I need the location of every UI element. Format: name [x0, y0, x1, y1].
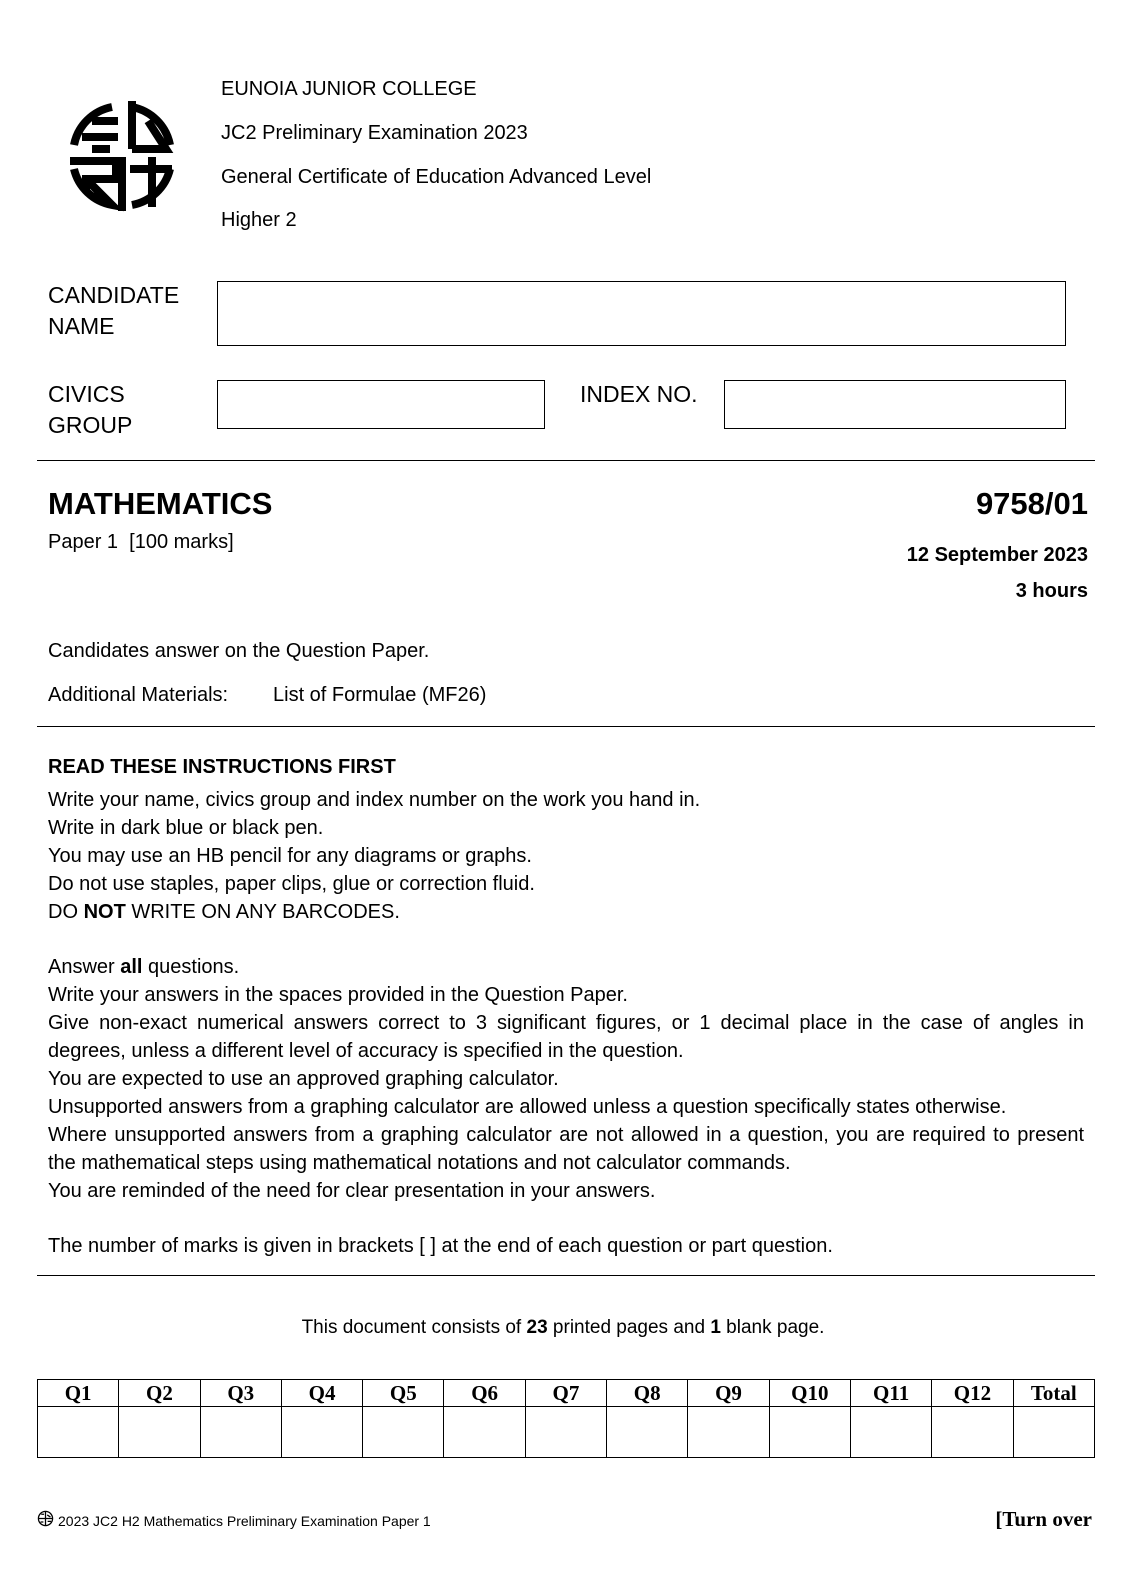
- additional-materials-label: Additional Materials:: [48, 684, 229, 706]
- college-logo: [62, 95, 182, 215]
- instruction-line: The number of marks is given in brackets [ ] at the end of each question or part question.: [48, 1235, 833, 1258]
- marks-cell-q12[interactable]: [932, 1407, 1013, 1458]
- instruction-line: You are reminded of the need for clear presentation in your answers.: [48, 1179, 656, 1202]
- certificate-title: General Certificate of Education Advanced Level: [221, 166, 652, 188]
- instruction-line: Write in dark blue or black pen.: [48, 816, 324, 839]
- marks-cell-q9[interactable]: [688, 1407, 769, 1458]
- marks-header-q7: Q7: [525, 1380, 606, 1407]
- college-name: EUNOIA JUNIOR COLLEGE: [221, 78, 477, 100]
- instruction-line: Where unsupported answers from a graphing calculator are not allowed in a question, you are required to present the mathematical steps using mathematical notations and not calculator commands.: [48, 1123, 1084, 1174]
- divider: [37, 726, 1095, 727]
- marks-header-q3: Q3: [200, 1380, 281, 1407]
- instruction-line: You are expected to use an approved graphing calculator.: [48, 1068, 559, 1091]
- index-no-label: INDEX NO.: [580, 381, 698, 407]
- instructions-title: READ THESE INSTRUCTIONS FIRST: [48, 756, 396, 778]
- instruction-line: Do not use staples, paper clips, glue or correction fluid.: [48, 872, 535, 895]
- instruction-line: DO NOT WRITE ON ANY BARCODES.: [48, 900, 400, 923]
- marks-header-q10: Q10: [769, 1380, 850, 1407]
- level-title: Higher 2: [221, 209, 297, 231]
- footer-text: 2023 JC2 H2 Mathematics Preliminary Examination Paper 1: [58, 1513, 431, 1529]
- subject-title: MATHEMATICS: [48, 486, 273, 521]
- marks-header-q1: Q1: [38, 1380, 119, 1407]
- divider: [37, 460, 1095, 461]
- marks-cell-q10[interactable]: [769, 1407, 850, 1458]
- exam-duration: 3 hours: [1015, 580, 1088, 602]
- civics-group-field[interactable]: [217, 380, 545, 429]
- instruction-line: Answer all questions.: [48, 956, 240, 979]
- marks-header-q6: Q6: [444, 1380, 525, 1407]
- marks-table-entry-row: [38, 1407, 1095, 1458]
- marks-cell-q11[interactable]: [850, 1407, 931, 1458]
- exam-date: 12 September 2023: [906, 544, 1088, 566]
- college-logo-small-icon: [37, 1510, 54, 1527]
- index-no-field[interactable]: [724, 380, 1066, 429]
- marks-cell-q2[interactable]: [119, 1407, 200, 1458]
- instructions-body: [48, 787, 1084, 1261]
- additional-materials-value: List of Formulae (MF26): [273, 684, 487, 706]
- marks-header-q11: Q11: [850, 1380, 931, 1407]
- marks-header-q2: Q2: [119, 1380, 200, 1407]
- marks-header-q4: Q4: [281, 1380, 362, 1407]
- answer-on-text: Candidates answer on the Question Paper.: [48, 640, 430, 662]
- candidate-name-label: CANDIDATE NAME: [48, 282, 180, 339]
- marks-cell-q5[interactable]: [363, 1407, 444, 1458]
- marks-cell-q3[interactable]: [200, 1407, 281, 1458]
- marks-table: [37, 1379, 1095, 1458]
- candidate-name-field[interactable]: [217, 281, 1066, 346]
- page-count-note: This document consists of 23 printed pages and 1 blank page.: [301, 1317, 825, 1338]
- turn-over-text: [Turn over: [995, 1507, 1092, 1531]
- marks-cell-q6[interactable]: [444, 1407, 525, 1458]
- instruction-line: Write your name, civics group and index number on the work you hand in.: [48, 789, 701, 811]
- marks-cell-q1[interactable]: [38, 1407, 119, 1458]
- marks-header-total: Total: [1013, 1380, 1094, 1407]
- marks-header-q12: Q12: [932, 1380, 1013, 1407]
- marks-header-q9: Q9: [688, 1380, 769, 1407]
- divider: [37, 1275, 1095, 1276]
- paper-code: 9758/01: [975, 486, 1088, 521]
- marks-header-q8: Q8: [607, 1380, 688, 1407]
- instruction-line: You may use an HB pencil for any diagrams or graphs.: [48, 844, 532, 867]
- exam-title: JC2 Preliminary Examination 2023: [221, 122, 528, 144]
- marks-cell-q4[interactable]: [281, 1407, 362, 1458]
- instruction-line: Unsupported answers from a graphing calculator are allowed unless a question specifically states otherwise.: [48, 1095, 1007, 1118]
- marks-cell-q7[interactable]: [525, 1407, 606, 1458]
- marks-header-q5: Q5: [363, 1380, 444, 1407]
- marks-cell-total[interactable]: [1013, 1407, 1094, 1458]
- marks-table-header-row: [38, 1380, 1095, 1407]
- marks-cell-q8[interactable]: [607, 1407, 688, 1458]
- instruction-line: Give non-exact numerical answers correct to 3 significant figures, or 1 decimal place in the case of angles in degrees, unless a different level of accuracy is specified in the question.: [48, 1012, 1084, 1063]
- paper-marks: Paper 1 [100 marks]: [48, 531, 234, 553]
- civics-group-label: CIVICS GROUP: [48, 381, 133, 438]
- instruction-line: Write your answers in the spaces provided in the Question Paper.: [48, 984, 628, 1007]
